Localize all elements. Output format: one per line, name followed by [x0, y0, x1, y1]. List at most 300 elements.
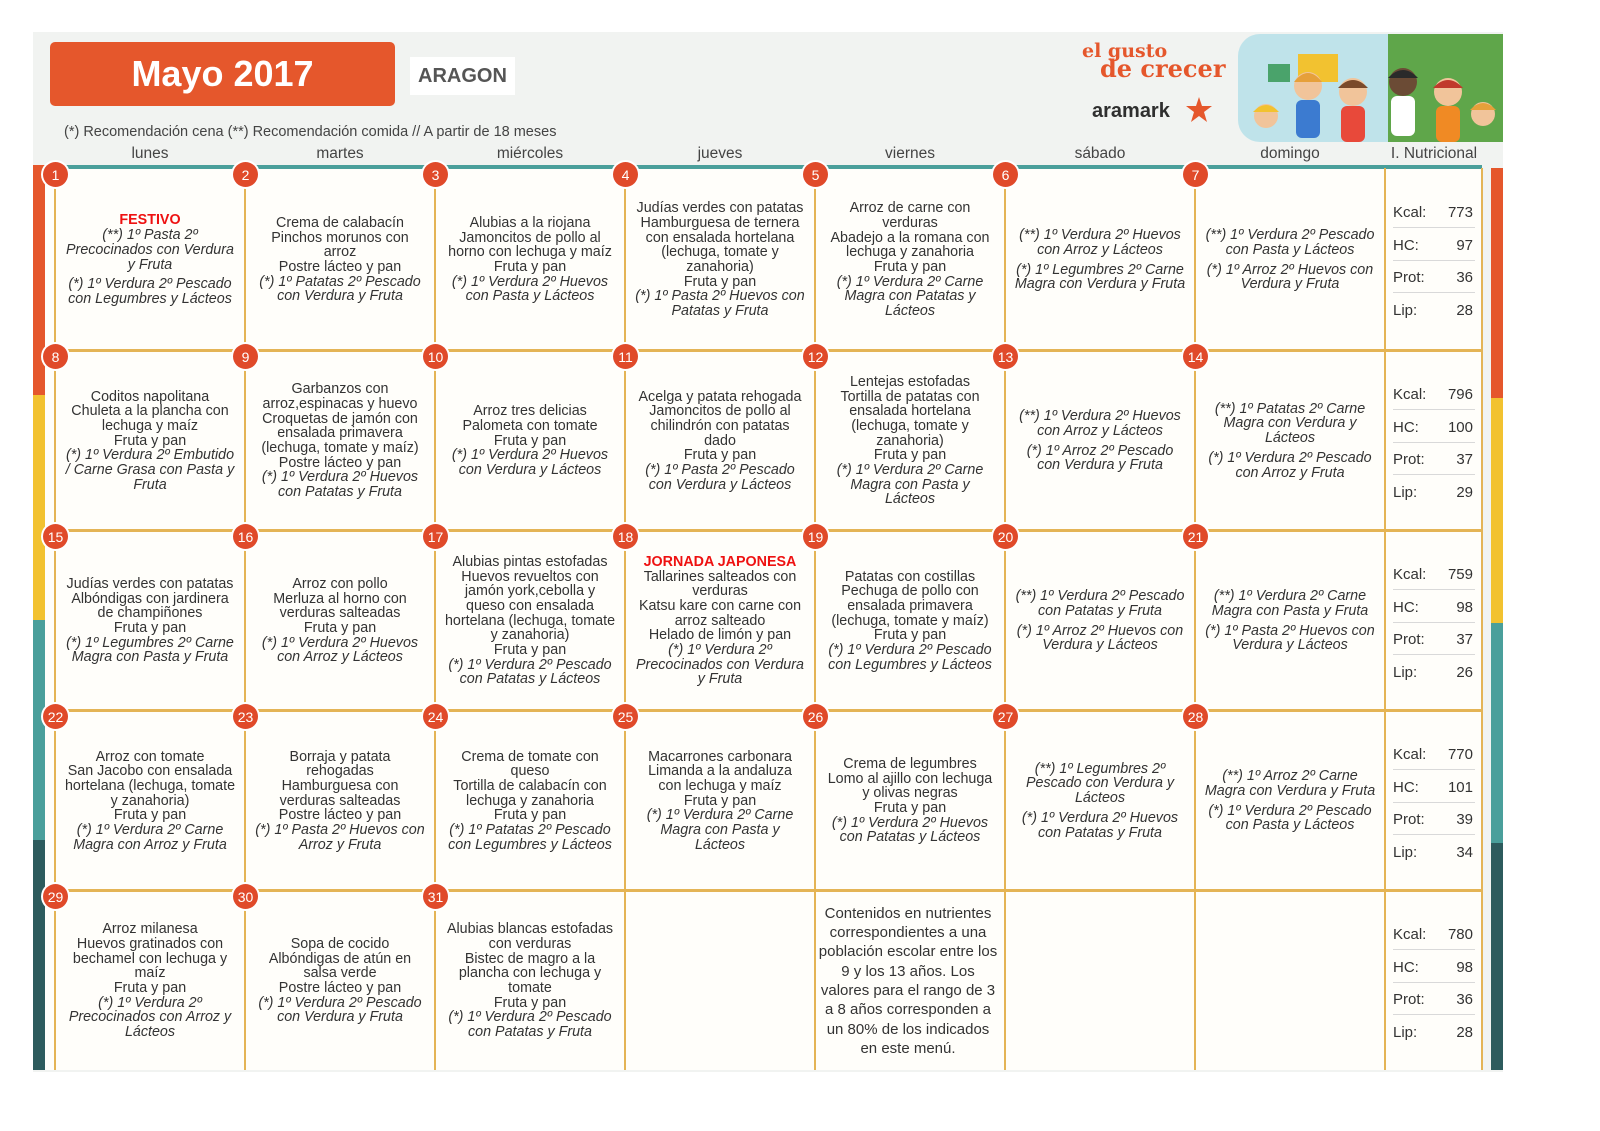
menu-dish: Fruta y pan: [493, 994, 567, 1011]
menu-dish: Pechuga de pollo con: [841, 583, 979, 600]
nutrition-divider: [1393, 1014, 1475, 1015]
menu-dish: Hamburguesa de ternera: [640, 214, 800, 231]
menu-dish: Merluza al horno con: [273, 590, 407, 607]
day-cell: [57, 542, 243, 700]
menu-dish: zanahoria): [876, 432, 944, 449]
nutrition-row-kcal: [1393, 742, 1475, 766]
dinner-recommendation: (*) 1º Arroz 2º Huevos con: [1206, 261, 1374, 278]
dinner-recommendation: (*) 1º Legumbres 2º Carne: [1016, 261, 1184, 278]
nutrition-label: Lip:: [1393, 843, 1418, 861]
dinner-recommendation: con Verdura y Fruta: [277, 288, 403, 305]
menu-dish: Postre lácteo y pan: [278, 454, 402, 471]
grid-column-rule: [54, 168, 56, 1070]
dinner-recommendation: (*) 1º Verdura 2º Carne: [836, 462, 984, 479]
dinner-recommendation: con Legumbres y Lácteos: [448, 836, 612, 853]
nutrition-label: HC:: [1393, 958, 1419, 976]
menu-dish: Alubias blancas estofadas: [446, 921, 614, 938]
dinner-recommendation: (*) 1º Arroz 2º Huevos con: [1016, 622, 1184, 639]
day-number-badge: 17: [423, 524, 448, 549]
star-figure-icon: [1184, 95, 1214, 125]
menu-dish: Arroz con pollo: [292, 575, 388, 592]
day-cell: [57, 362, 243, 520]
dinner-recommendation: (*) 1º Verdura 2º: [668, 642, 772, 659]
dinner-recommendation: (**) 1º Pasta 2º: [102, 227, 198, 244]
menu-dish: tomate: [508, 980, 552, 996]
grid-row-rule: [45, 889, 1482, 892]
grid-column-rule: [434, 168, 436, 1070]
dinner-recommendation: con Verdura y Lácteos: [458, 462, 602, 479]
dinner-recommendation: (*) 1º Verdura 2º Carne: [646, 807, 794, 824]
menu-dish: Patatas con costillas: [844, 568, 976, 585]
day-cell: [627, 362, 813, 520]
dinner-recommendation: con Legumbres y Lácteos: [68, 290, 232, 307]
nutrition-value: 98: [1456, 598, 1473, 616]
header-sunday: domingo: [1260, 145, 1320, 162]
day-number-badge: 1: [43, 162, 68, 187]
dinner-recommendation: (*) 1º Verdura 2º Pescado: [448, 656, 612, 673]
nutrition-divider: [1393, 442, 1475, 443]
day-number-badge: 30: [233, 884, 258, 909]
menu-dish: lechuga y maíz: [101, 417, 199, 434]
dinner-recommendation: Magra con Verdura y Fruta: [1014, 276, 1186, 293]
dinner-recommendation: y Fruta: [127, 256, 173, 273]
dinner-recommendation: Magra con Pasta y: [660, 822, 780, 839]
dinner-recommendation: (*) 1º Pasta 2º Pescado: [645, 462, 795, 479]
dinner-recommendation: con Patatas y Lácteos: [459, 671, 601, 688]
nutrition-label: Prot:: [1393, 811, 1425, 828]
nutrition-value: 98: [1456, 958, 1473, 976]
nutrition-row-prot: [1393, 627, 1475, 651]
nutrition-row-prot: [1393, 807, 1475, 831]
dinner-recommendation: con Arroz y Fruta: [1235, 464, 1345, 481]
dinner-recommendation: Lácteos: [1264, 430, 1316, 447]
day-number-badge: 11: [613, 344, 638, 369]
day-cell: [627, 722, 813, 880]
day-cell: [1197, 362, 1383, 520]
menu-dish: Acelga y patata rehogada: [638, 388, 802, 405]
nutrition-divider: [1393, 474, 1475, 475]
menu-dish: Judías verdes con patatas: [636, 200, 804, 217]
dinner-recommendation: (*) 1º Verdura 2º: [98, 994, 202, 1011]
menu-dish: salsa verde: [303, 965, 377, 982]
dinner-recommendation: (*) 1º Pasta 2º Huevos con: [1205, 622, 1375, 639]
day-cell: [1007, 362, 1193, 520]
nutrition-panel: [1393, 562, 1475, 692]
menu-dish: ensalada hortelana: [849, 403, 971, 420]
day-cell: [437, 362, 623, 520]
dinner-recommendation: con Patatas y Fruta: [1038, 824, 1162, 841]
day-number-badge: 19: [803, 524, 828, 549]
dinner-recommendation: (*) 1º Verdura 2º Huevos: [1021, 809, 1179, 826]
menu-dish: Jamoncitos de pollo al: [459, 229, 601, 246]
nutrition-label: Kcal:: [1393, 926, 1427, 943]
dinner-recommendation: (*) 1º Verdura 2º Huevos: [451, 447, 609, 464]
menu-dish: con lechuga y maíz: [658, 777, 782, 794]
day-cell: [627, 180, 813, 340]
day-cell: [437, 902, 623, 1060]
day-number-badge: 25: [613, 704, 638, 729]
nutrition-value: 29: [1456, 483, 1473, 501]
dinner-recommendation: (*) 1º Verdura 2º Pescado: [1208, 449, 1372, 466]
legend-notes: (*) Recomendación cena (**) Recomendación comida // A partir de 18 meses: [64, 124, 557, 140]
dinner-recommendation: (**) 1º Verdura 2º Huevos: [1019, 227, 1181, 244]
dinner-recommendation: (*) 1º Verdura 2º Carne: [836, 273, 984, 290]
nutrition-divider: [1393, 622, 1475, 623]
nutrition-row-kcal: [1393, 562, 1475, 586]
day-cell: [1007, 722, 1193, 880]
day-cell: [247, 722, 433, 880]
color-stripe-left: [33, 620, 45, 840]
nutrition-divider: [1393, 982, 1475, 983]
dinner-recommendation: Magra con Verdura y: [1223, 415, 1357, 432]
menu-dish: y zanahoria): [490, 627, 570, 644]
color-stripe-left: [33, 395, 45, 620]
dinner-recommendation: Pescado con Verdura y: [1025, 775, 1175, 792]
day-cell: [1007, 902, 1193, 1060]
dinner-recommendation: con Pasta y Lácteos: [1225, 817, 1355, 834]
dinner-recommendation: con Arroz y Lácteos: [1037, 422, 1163, 439]
dinner-recommendation: Precocinados con Verdura: [66, 241, 234, 258]
header-wednesday: miércoles: [496, 145, 564, 162]
menu-dish: arroz,espinacas y huevo: [262, 395, 418, 412]
menu-dish: dado: [704, 432, 736, 449]
menu-dish: de champiñones: [97, 605, 203, 622]
day-number-badge: 15: [43, 524, 68, 549]
nutrition-divider: [1393, 409, 1475, 410]
dinner-recommendation: y Fruta: [697, 671, 743, 688]
day-cell: [1007, 542, 1193, 700]
menu-dish: Sopa de cocido: [290, 935, 390, 952]
menu-dish: Crema de tomate con: [461, 748, 599, 765]
menu-dish: Helado de limón y pan: [648, 627, 792, 644]
nutrition-value: 759: [1447, 566, 1473, 583]
menu-dish: Arroz con tomate: [95, 748, 205, 765]
header-friday: viernes: [885, 145, 935, 162]
nutrition-panel: [1393, 742, 1475, 872]
day-cell: [437, 722, 623, 880]
nutrition-row-lip: [1393, 480, 1475, 504]
menu-dish: Limanda a la andaluza: [648, 763, 792, 780]
dinner-recommendation: Lácteos: [694, 836, 746, 853]
menu-dish: Crema de calabacín: [276, 214, 404, 231]
nutrition-row-hc: [1393, 233, 1475, 257]
day-number-badge: 21: [1183, 524, 1208, 549]
dinner-recommendation: con Pasta y Lácteos: [1225, 241, 1355, 258]
day-cell: [817, 542, 1003, 700]
nutrition-divider: [1393, 260, 1475, 261]
dinner-recommendation: con Pasta y Lácteos: [465, 288, 595, 305]
grid-column-rule: [1004, 168, 1006, 1070]
day-cell: [1197, 180, 1383, 340]
menu-dish: Katsu kare con carne con: [638, 597, 802, 614]
day-number-badge: 27: [993, 704, 1018, 729]
dinner-recommendation: (*) 1º Verdura 2º Pescado: [448, 1009, 612, 1026]
dinner-recommendation: Precocinados con Arroz y: [68, 1009, 232, 1026]
nutrition-row-hc: [1393, 775, 1475, 799]
menu-dish: Fruta y pan: [493, 259, 567, 275]
nutrition-value: 101: [1447, 778, 1473, 796]
menu-dish: Fruta y pan: [683, 447, 757, 464]
nutrition-label: HC:: [1393, 778, 1419, 796]
region-label: ARAGON: [410, 57, 515, 95]
dinner-recommendation: (*) 1º Verdura 2º Huevos: [831, 814, 989, 831]
menu-dish: con verduras: [488, 935, 572, 952]
nutrition-value: 28: [1456, 301, 1473, 319]
grid-row-rule: [45, 709, 1482, 712]
menu-dish: (lechuga, tomate y maíz): [261, 440, 419, 456]
dinner-recommendation: Verdura y Fruta: [1240, 276, 1340, 293]
nutrition-value: 37: [1456, 631, 1473, 648]
nutrition-value: 773: [1447, 204, 1473, 221]
day-cell: [1197, 542, 1383, 700]
dinner-recommendation: (*) 1º Verdura 2º Huevos: [261, 634, 419, 651]
day-number-badge: 10: [423, 344, 448, 369]
dinner-recommendation: (*) 1º Verdura 2º Pescado: [828, 642, 992, 659]
menu-dish: Fruta y pan: [873, 800, 947, 816]
day-cell: [57, 722, 243, 880]
nutrition-label: Kcal:: [1393, 566, 1427, 583]
menu-dish: Pinchos morunos con: [271, 229, 409, 246]
menu-dish: Tortilla de patatas con: [840, 388, 980, 405]
menu-dish: (lechuga, tomate y: [661, 244, 779, 261]
menu-dish: queso: [510, 763, 550, 780]
dinner-recommendation: (*) 1º Verdura 2º Pescado: [68, 276, 232, 293]
dinner-recommendation: (*) 1º Patatas 2º Pescado: [449, 822, 611, 839]
nutrition-row-lip: [1393, 298, 1475, 322]
menu-dish: Fruta y pan: [113, 620, 187, 636]
dinner-recommendation: (*) 1º Verdura 2º Pescado: [258, 994, 422, 1011]
nutrition-row-hc: [1393, 595, 1475, 619]
menu-dish: horno con lechuga y maíz: [448, 244, 612, 261]
dinner-recommendation: Verdura y Lácteos: [1232, 637, 1348, 654]
nutrition-row-kcal: [1393, 922, 1475, 946]
brand-slogan-line2: de crecer: [1100, 54, 1226, 83]
grid-row-rule: [45, 529, 1482, 532]
dinner-recommendation: (**) 1º Verdura 2º Pescado: [1015, 588, 1185, 605]
nutrition-label: Lip:: [1393, 1023, 1418, 1041]
nutrition-divider: [1393, 589, 1475, 590]
day-cell: [247, 180, 433, 340]
menu-dish: Fruta y pan: [873, 259, 947, 275]
day-number-badge: 13: [993, 344, 1018, 369]
dinner-recommendation: (**) 1º Verdura 2º Pescado: [1205, 227, 1375, 244]
header-nutrition: I. Nutricional: [1390, 145, 1478, 162]
dinner-recommendation: con Patatas y Fruta: [278, 484, 402, 501]
nutrition-row-hc: [1393, 955, 1475, 979]
nutrition-label: Lip:: [1393, 301, 1418, 319]
dinner-recommendation: con Patatas y Fruta: [468, 1024, 592, 1041]
nutrition-value: 34: [1456, 843, 1473, 861]
nutrition-value: 39: [1456, 811, 1473, 828]
brand-slogan-line1: el gusto: [1082, 40, 1168, 62]
special-day-label: FESTIVO: [119, 212, 181, 229]
dinner-recommendation: Lácteos: [884, 303, 936, 320]
nutrition-value: 97: [1456, 236, 1473, 254]
dinner-recommendation: Lácteos: [884, 491, 936, 508]
day-number-badge: 8: [43, 344, 68, 369]
nutrition-divider: [1393, 769, 1475, 770]
menu-dish: Abadejo a la romana con: [830, 229, 990, 246]
day-cell: [437, 180, 623, 340]
nutrition-label: Lip:: [1393, 483, 1418, 501]
day-number-badge: 4: [613, 162, 638, 187]
grid-column-rule: [624, 168, 626, 1070]
dinner-recommendation: Lácteos: [1074, 790, 1126, 807]
day-cell: [247, 542, 433, 700]
dinner-recommendation: (*) 1º Verdura 2º Huevos: [451, 273, 609, 290]
nutrition-row-prot: [1393, 265, 1475, 289]
day-cell: [817, 362, 1003, 520]
menu-dish: Fruta y pan: [493, 432, 567, 449]
menu-dish: verduras salteadas: [279, 605, 401, 622]
day-number-badge: 14: [1183, 344, 1208, 369]
menu-dish: Fruta y pan: [113, 807, 187, 824]
nutrition-label: HC:: [1393, 236, 1419, 254]
day-number-badge: 23: [233, 704, 258, 729]
nutrition-label: Prot:: [1393, 631, 1425, 648]
menu-dish: Chuleta a la plancha con: [71, 403, 229, 420]
menu-dish: bechamel con lechuga y: [72, 950, 228, 967]
dinner-recommendation: Magra con Pasta y Fruta: [1211, 602, 1369, 619]
menu-dish: Fruta y pan: [683, 792, 757, 809]
dinner-recommendation: con Legumbres y Lácteos: [828, 656, 992, 673]
day-number-badge: 22: [43, 704, 68, 729]
menu-dish: rehogadas: [306, 763, 374, 780]
children-illustration: [1238, 34, 1503, 142]
dinner-recommendation: (*) 1º Pasta 2º Huevos con: [255, 822, 425, 839]
dinner-recommendation: (*) 1º Verdura 2º Huevos: [261, 469, 419, 486]
day-cell: [1007, 180, 1193, 340]
day-cell: [1197, 722, 1383, 880]
menu-dish: ensalada primavera: [847, 597, 973, 614]
day-number-badge: 6: [993, 162, 1018, 187]
nutrition-value: 37: [1456, 451, 1473, 468]
dinner-recommendation: Magra con Pasta y Fruta: [71, 649, 229, 666]
menu-dish: hortelana (lechuga, tomate: [444, 612, 616, 629]
menu-dish: Huevos revueltos con: [461, 568, 599, 585]
dinner-recommendation: (*) 1º Patatas 2º Pescado: [259, 273, 421, 290]
menu-dish: Hamburguesa con: [281, 777, 399, 794]
menu-dish: Fruta y pan: [683, 273, 757, 290]
dinner-recommendation: Magra con Arroz y Fruta: [73, 836, 227, 853]
nutrition-label: Prot:: [1393, 269, 1425, 286]
nutrition-panel: [1393, 382, 1475, 512]
nutrition-label: Prot:: [1393, 451, 1425, 468]
dinner-recommendation: (*) 1º Verdura 2º Embutido: [65, 447, 235, 464]
menu-dish: Lentejas estofadas: [849, 373, 971, 390]
dinner-recommendation: (*) 1º Legumbres 2º Carne: [66, 634, 234, 651]
nutrition-row-hc: [1393, 415, 1475, 439]
dinner-recommendation: Magra con Pasta y: [850, 476, 970, 493]
nutrition-label: Lip:: [1393, 663, 1418, 681]
day-number-badge: 18: [613, 524, 638, 549]
dinner-recommendation: Verdura y Lácteos: [1042, 637, 1158, 654]
nutrition-value: 780: [1447, 926, 1473, 943]
special-day-label: JORNADA JAPONESA: [643, 553, 797, 570]
menu-dish: Postre lácteo y pan: [278, 259, 402, 275]
color-stripe-right: [1491, 168, 1503, 398]
menu-dish: y zanahoria): [110, 792, 190, 809]
day-number-badge: 12: [803, 344, 828, 369]
menu-dish: Huevos gratinados con: [76, 935, 224, 952]
dinner-recommendation: Magra con Verdura y Fruta: [1204, 782, 1376, 799]
menu-dish: lechuga y zanahoria: [846, 244, 974, 261]
dinner-recommendation: (*) 1º Verdura 2º Carne: [76, 822, 224, 839]
nutrition-row-lip: [1393, 660, 1475, 684]
nutrition-value: 36: [1456, 269, 1473, 286]
dinner-recommendation: (*) 1º Pasta 2º Huevos con: [635, 288, 805, 305]
menu-dish: maíz: [134, 965, 166, 982]
nutrition-label: HC:: [1393, 598, 1419, 616]
day-number-badge: 29: [43, 884, 68, 909]
menu-dish: Fruta y pan: [493, 642, 567, 659]
grid-column-rule: [1481, 168, 1483, 1070]
day-cell: [627, 542, 813, 700]
menu-dish: Alubias a la riojana: [469, 214, 591, 231]
menu-dish: lechuga y zanahoria: [466, 792, 594, 809]
nutrition-row-prot: [1393, 447, 1475, 471]
nutrition-value: 28: [1456, 1023, 1473, 1041]
menu-dish: con ensalada hortelana: [645, 229, 795, 246]
color-stripe-left: [33, 840, 45, 1070]
menu-dish: Croquetas de jamón con: [262, 410, 418, 427]
nutrition-row-lip: [1393, 840, 1475, 864]
menu-dish: Palometa con tomate: [462, 417, 598, 434]
nutrition-label: HC:: [1393, 418, 1419, 436]
menu-dish: Fruta y pan: [493, 807, 567, 824]
day-number-badge: 28: [1183, 704, 1208, 729]
menu-dish: Tortilla de calabacín con: [453, 777, 607, 794]
header-monday: lunes: [131, 145, 169, 162]
dinner-recommendation: / Carne Grasa con Pasta y: [65, 462, 235, 479]
day-number-badge: 9: [233, 344, 258, 369]
day-number-badge: 5: [803, 162, 828, 187]
dinner-recommendation: (**) 1º Verdura 2º Carne: [1213, 588, 1367, 605]
menu-dish: Garbanzos con: [291, 381, 389, 398]
menu-dish: Lomo al ajillo con lechuga: [827, 770, 993, 787]
menu-dish: arroz salteado: [674, 612, 766, 629]
menu-dish: Fruta y pan: [873, 627, 947, 644]
nutrition-divider: [1393, 227, 1475, 228]
color-stripe-right: [1491, 623, 1503, 843]
menu-dish: hortelana (lechuga, tomate: [64, 777, 236, 794]
menu-dish: Jamoncitos de pollo al: [649, 403, 791, 420]
menu-dish: verduras: [692, 583, 748, 600]
menu-dish: Fruta y pan: [113, 980, 187, 996]
menu-dish: Judías verdes con patatas: [66, 575, 234, 592]
day-number-badge: 31: [423, 884, 448, 909]
menu-dish: San Jacobo con ensalada: [67, 763, 233, 780]
month-title: Mayo 2017: [50, 42, 395, 106]
dinner-recommendation: con Patatas y Lácteos: [839, 829, 981, 846]
nutrition-value: 100: [1447, 418, 1473, 436]
dinner-recommendation: Patatas y Fruta: [671, 303, 769, 320]
day-number-badge: 16: [233, 524, 258, 549]
menu-dish: Postre lácteo y pan: [278, 807, 402, 824]
brand-logo: [1080, 40, 1235, 130]
menu-dish: verduras salteadas: [279, 792, 401, 809]
grid-top-rule: [45, 165, 1482, 169]
menu-dish: Fruta y pan: [113, 432, 187, 449]
dinner-recommendation: con Arroz y Lácteos: [1037, 241, 1163, 258]
nutrition-divider: [1393, 949, 1475, 950]
day-cell: [1197, 902, 1383, 1060]
nutrition-label: Kcal:: [1393, 746, 1427, 763]
dinner-recommendation: con Verdura y Fruta: [1037, 457, 1163, 474]
grid-column-rule: [1194, 168, 1196, 1070]
day-number-badge: 2: [233, 162, 258, 187]
menu-dish: Borraja y patata: [289, 748, 391, 765]
